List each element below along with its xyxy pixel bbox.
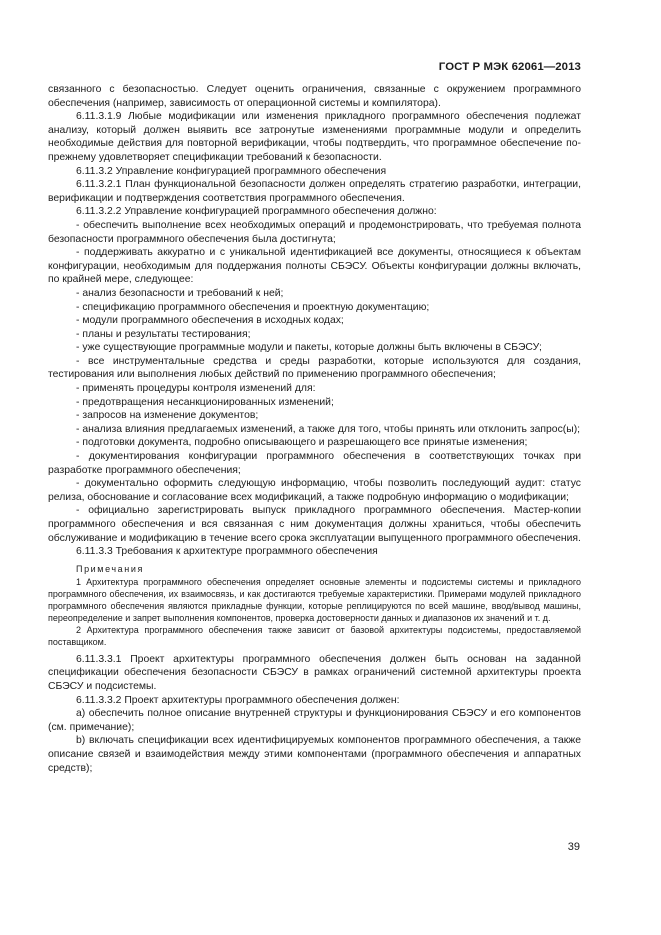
paragraph: 6.11.3.2.1 План функциональной безопасности должен определять стратегию разработки, интеграции, верификации и подтверждения соответствия программного обеспечения. <box>48 179 581 204</box>
list-item: - модули программного обеспечения в исходных кодах; <box>76 315 344 327</box>
list-item: - анализ безопасности и требований к ней; <box>76 287 284 299</box>
body-text <box>48 83 581 775</box>
paragraph: 6.11.3.2.2 Управление конфигурацией программного обеспечения должно: <box>76 206 437 218</box>
list-item: - официально зарегистрировать выпуск прикладного программного обеспечения. Мастер-копии программного обеспечения и вся связанная с ним документация должны храниться, чтобы обеспечить обслуживание и модификацию в течение всего срока эксплуатации выпущенного программного обеспечения. <box>48 505 581 544</box>
list-item: - обеспечить выполнение всех необходимых операций и продемонстрировать, что требуемая полнота безопасности программного обеспечения была достигнута; <box>48 219 581 245</box>
section-heading: 6.11.3.2 Управление конфигурацией программного обеспечения <box>76 165 387 177</box>
list-item: а) обеспечить полное описание внутренней структуры и функционирования СБЭСУ и его компонентов (см. примечание); <box>48 708 581 733</box>
list-item: - документирования конфигурации программного обеспечения в соответствующих точках при разработке программного обеспечения; <box>48 451 581 476</box>
paragraph: связанного с безопасностью. Следует оценить ограничения, связанные с окружением программного обеспечения (например, зависимость от операционной системы и компилятора). <box>48 84 581 109</box>
page-number: 39 <box>567 841 580 853</box>
list-item: - применять процедуры контроля изменений для: <box>76 383 316 395</box>
paragraph: 6.11.3.3.1 Проект архитектуры программного обеспечения должен быть основан на заданной спецификации обеспечения безопасности СБЭСУ в рамках ограничений системной архитектуры проекта СБЭСУ и подсистемы. <box>48 653 581 692</box>
notes-heading: Примечания <box>76 563 144 574</box>
list-item: - документально оформить следующую информацию, чтобы позволить последующий аудит: статус релиза, обоснование и согласование всех модификаций, а также подробную информацию о модификации; <box>48 478 581 503</box>
list-item: b) включать спецификации всех идентифицируемых компонентов программного обеспечения, а также описание связей и взаимодействия между этими компонентами (программного обеспечения и аппаратных средств); <box>48 735 581 774</box>
list-item: - поддерживать аккуратно и с уникальной идентификацией все документы, относящиеся к объектам конфигурации, необходимым для поддержания полноты СБЭСУ. Объекты конфигурации должны включать, по крайней мере, следующее: <box>48 247 581 286</box>
list-item: - все инструментальные средства и среды разработки, которые используются для создания, тестирования или выполнения любых действий по применению программного обеспечения; <box>48 355 581 381</box>
list-item: - анализа влияния предлагаемых изменений, а также для того, чтобы принять или отклонить запрос(ы); <box>76 423 581 435</box>
standard-header: ГОСТ Р МЭК 62061—2013 <box>438 61 581 73</box>
notes-block <box>48 563 581 648</box>
list-item: - спецификацию программного обеспечения и проектную документацию; <box>76 301 430 313</box>
paragraph: 6.11.3.1.9 Любые модификации или изменения прикладного программного обеспечения подлежат анализу, который должен выявить все затронутые изменениями программные модули и определить необходимые действия для повторной верификации, чтобы подтвердить, что программное обеспечение по-прежнему удовлетворяет спецификации требований к безопасности. <box>48 111 581 163</box>
note-item: 2 Архитектура программного обеспечения также зависит от базовой архитектуры подсистемы, предоставляемой поставщиком. <box>48 624 581 647</box>
section-heading: 6.11.3.3 Требования к архитектуре программного обеспечения <box>76 546 378 558</box>
note-item: 1 Архитектура программного обеспечения определяет основные элементы и подсистемы системы и прикладного программного обеспечения, их взаимосвязь, и как достигаются требуемые характеристики. Примерами модулей прикладного программного обеспечения являются прикладные функции, которые реплицируются по всей машине, ввод/вывод машины, переопределение и запрет выполнения компонентов, проверка достоверности данных и диапазонов их значений и т. д. <box>48 576 581 623</box>
list-item: - подготовки документа, подробно описывающего и разрешающего все принятые изменения; <box>76 437 528 449</box>
list-item: - уже существующие программные модули и пакеты, которые должны быть включены в СБЭСУ; <box>76 342 542 354</box>
list-item: - предотвращения несанкционированных изменений; <box>76 396 334 408</box>
list-item: - запросов на изменение документов; <box>76 410 259 422</box>
list-item: - планы и результаты тестирования; <box>76 328 251 340</box>
paragraph: 6.11.3.3.2 Проект архитектуры программного обеспечения должен: <box>76 694 400 706</box>
